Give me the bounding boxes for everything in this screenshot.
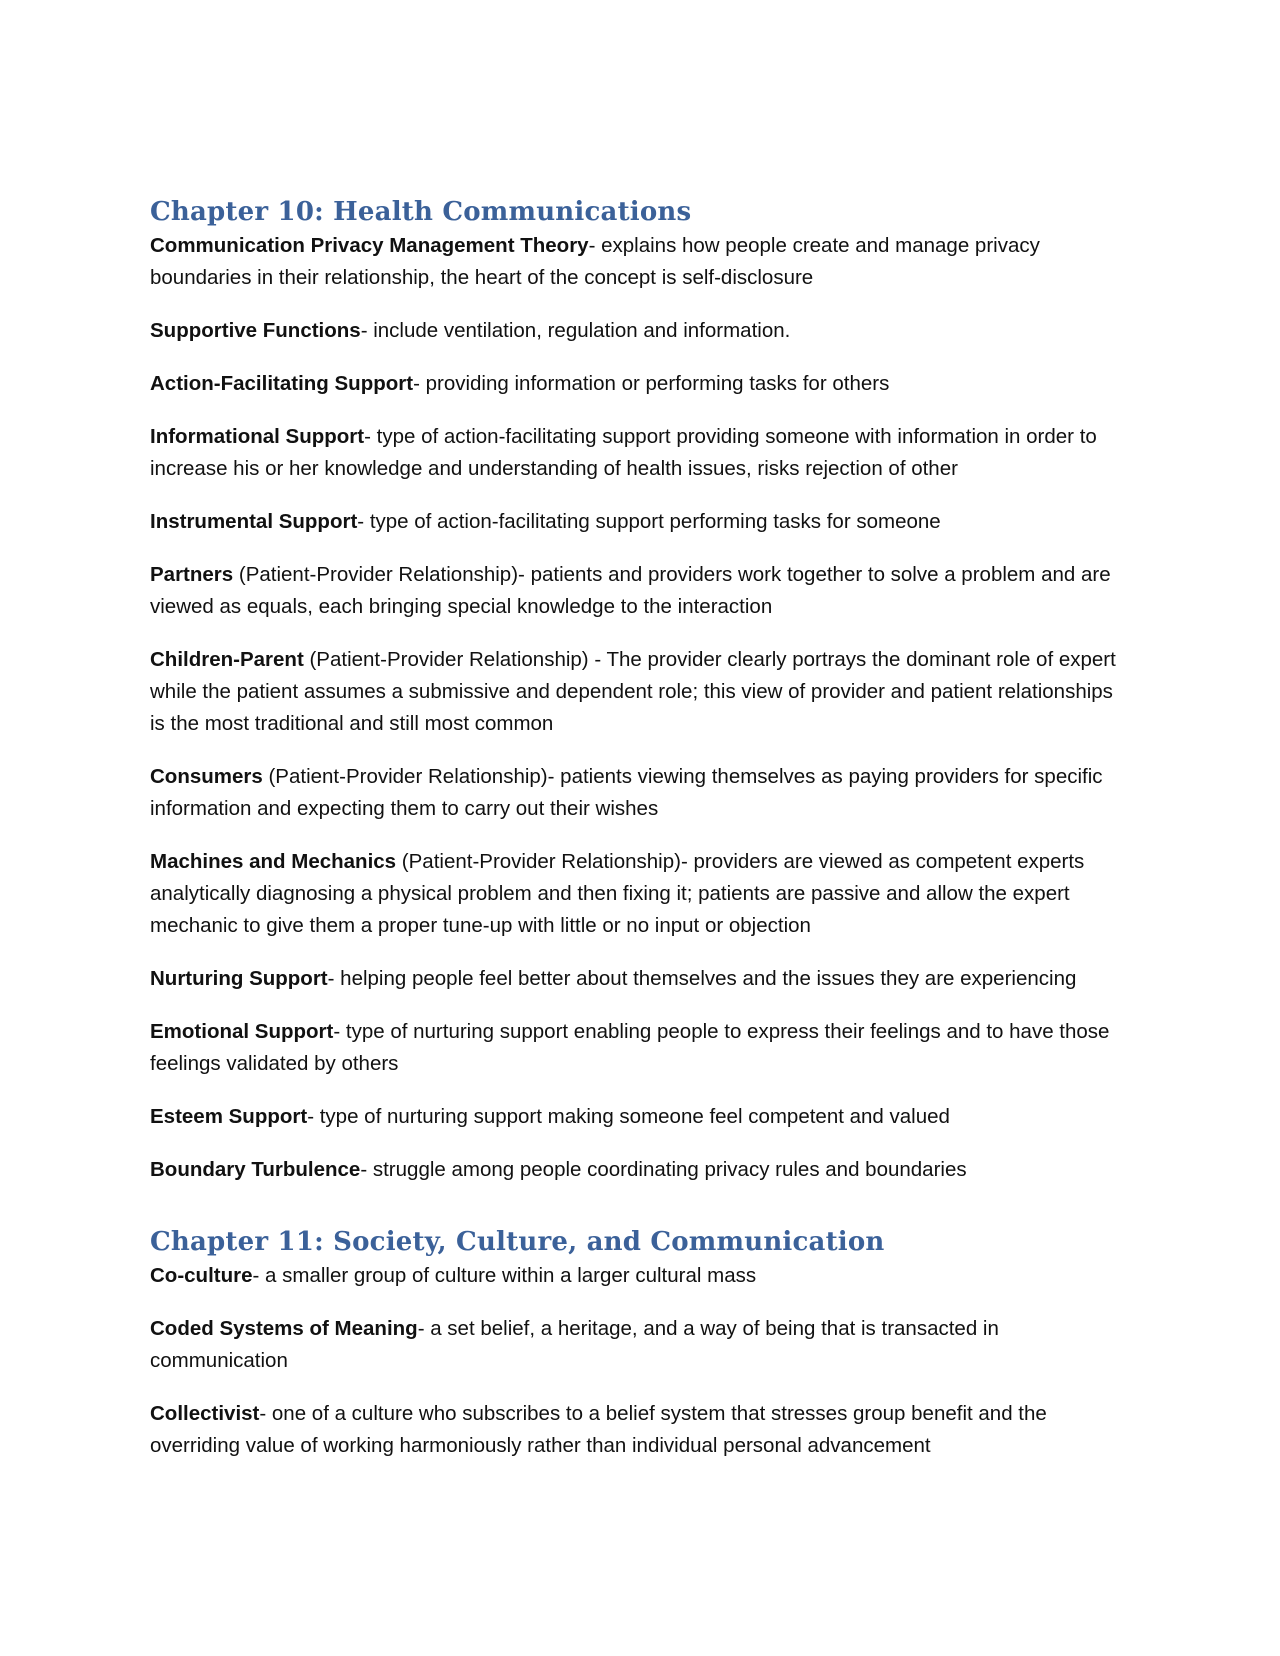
glossary-definition: - patients and providers work together to solve a problem and are viewed as equals, each bringing special knowledge to the interaction [150,563,1111,618]
glossary-definition: - type of action-facilitating support performing tasks for someone [357,510,941,533]
glossary-term: Children-Parent [150,648,304,671]
glossary-term: Supportive Functions [150,319,361,342]
glossary-definition: - helping people feel better about themselves and the issues they are experiencing [327,967,1077,990]
glossary-definition: - a set belief, a heritage, and a way of being that is transacted in communication [150,1317,999,1372]
glossary-qualifier: (Patient-Provider Relationship) [233,563,519,586]
glossary-term: Boundary Turbulence [150,1158,361,1181]
glossary-definition: - a smaller group of culture within a larger cultural mass [252,1264,757,1287]
glossary-term: Esteem Support [150,1105,308,1128]
glossary-term: Instrumental Support [150,510,358,533]
glossary-entry [150,230,1130,294]
glossary-definition: - include ventilation, regulation and information. [360,319,791,342]
glossary-entry [150,559,1130,623]
glossary-entry [150,421,1130,485]
glossary-term: Emotional Support [150,1020,334,1043]
glossary-qualifier: (Patient-Provider Relationship) [396,850,681,873]
glossary-entry [150,1313,1130,1377]
glossary-qualifier: (Patient-Provider Relationship) [303,648,589,671]
document-page [150,196,1130,1483]
glossary-entry [150,1260,1130,1292]
glossary-term: Collectivist [150,1402,260,1425]
glossary-entry [150,368,1130,400]
glossary-entry [150,506,1130,538]
glossary-entry [150,1154,1130,1186]
chapter-11-section [150,1226,1130,1462]
glossary-term: Communication Privacy Management Theory [150,234,589,257]
glossary-entry [150,1398,1130,1462]
glossary-entry [150,644,1130,740]
glossary-term: Nurturing Support [150,967,328,990]
glossary-definition: - The provider clearly portrays the dominant role of expert while the patient assumes a submissive and dependent role; this view of provider and patient relationships is the most traditional and still most common [150,648,1116,735]
glossary-definition: - type of nurturing support making someone feel competent and valued [307,1105,950,1128]
glossary-term: Action-Facilitating Support [150,372,414,395]
glossary-entry [150,315,1130,347]
glossary-entry [150,761,1130,825]
glossary-term: Consumers [150,765,263,788]
chapter-heading: Chapter 10: Health Communications [150,197,692,227]
glossary-definition: - one of a culture who subscribes to a belief system that stresses group benefit and the overriding value of working harmoniously rather than individual personal advancement [150,1402,1047,1457]
chapter-heading: Chapter 11: Society, Culture, and Communication [150,1227,885,1257]
glossary-entry [150,846,1130,942]
glossary-definition: - struggle among people coordinating privacy rules and boundaries [360,1158,967,1181]
glossary-term: Co-culture [150,1264,253,1287]
glossary-definition: - patients viewing themselves as paying providers for specific information and expecting them to carry out their wishes [150,765,1103,820]
glossary-term: Machines and Mechanics [150,850,397,873]
chapter-10-section [150,196,1130,1186]
glossary-definition: - type of action-facilitating support providing someone with information in order to increase his or her knowledge and understanding of health issues, risks rejection of other [150,425,1097,480]
glossary-term: Informational Support [150,425,365,448]
glossary-definition: - providers are viewed as competent experts analytically diagnosing a physical problem and then fixing it; patients are passive and allow the expert mechanic to give them a proper tune-up with little or no input or objection [150,850,1085,937]
glossary-qualifier: (Patient-Provider Relationship) [262,765,548,788]
glossary-definition: - type of nurturing support enabling people to express their feelings and to have those feelings validated by others [150,1020,1110,1075]
glossary-entry [150,1016,1130,1080]
glossary-definition: - providing information or performing tasks for others [413,372,890,395]
glossary-definition: - explains how people create and manage privacy boundaries in their relationship, the heart of the concept is self-disclosure [150,234,1040,289]
glossary-entry [150,1101,1130,1133]
glossary-entry [150,963,1130,995]
glossary-term: Partners [150,563,234,586]
glossary-term: Coded Systems of Meaning [150,1317,418,1340]
